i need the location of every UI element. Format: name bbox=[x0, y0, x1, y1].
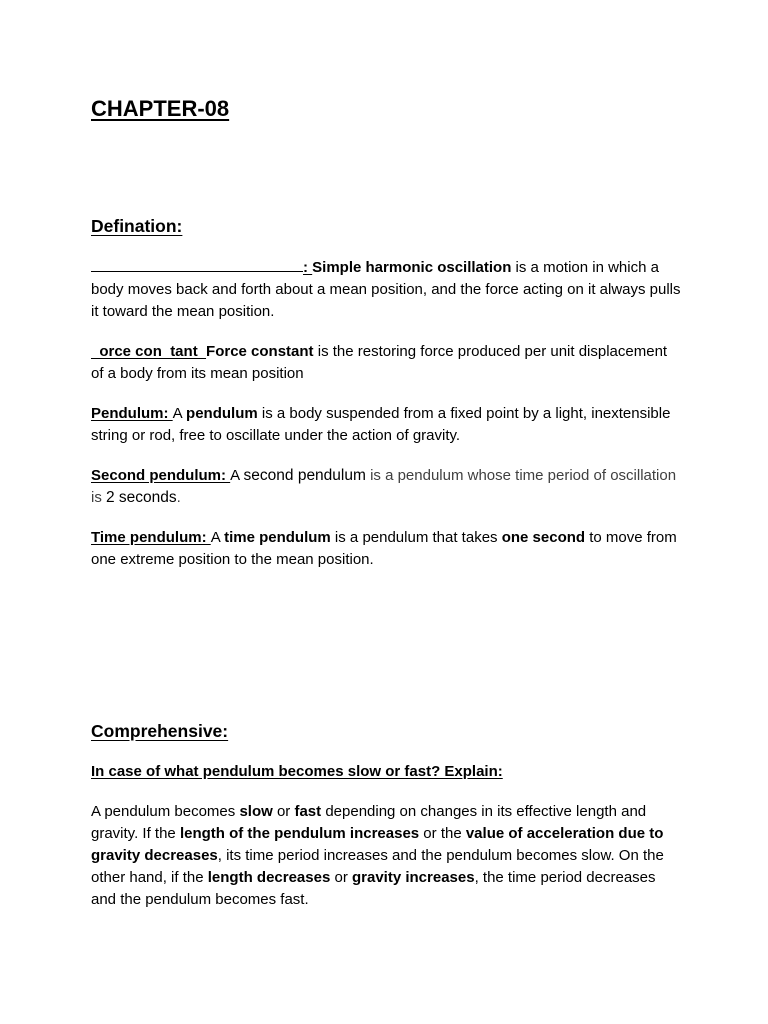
force-constant-term: Force constant bbox=[206, 343, 314, 360]
time-pendulum-emph: one second bbox=[501, 529, 586, 546]
second-pendulum-value: 2 seconds bbox=[106, 489, 177, 506]
second-pendulum-end: . bbox=[176, 489, 181, 506]
comprehensive-question: In case of what pendulum becomes slow or fast? Explain: bbox=[91, 763, 503, 780]
second-pendulum-term: second pendulum bbox=[243, 467, 366, 484]
blank-line bbox=[91, 256, 303, 272]
time-pendulum-label: Time pendulum: bbox=[91, 529, 211, 546]
pendulum-text: is a body suspended from a fixed point by a light, inextensible string or rod, free to oscillate under the action of gravity. bbox=[91, 405, 671, 444]
shm-label: : bbox=[91, 259, 312, 276]
shm-text: is a motion in which a body moves back and forth about a mean position, and the force acting on it always pulls it toward the mean position. bbox=[91, 259, 681, 320]
time-pendulum-article: A bbox=[210, 529, 225, 546]
definition-time-pendulum bbox=[91, 527, 681, 571]
pendulum-article: A bbox=[172, 405, 187, 422]
comprehensive-heading: Comprehensive: bbox=[91, 721, 229, 741]
second-pendulum-text: is a pendulum whose time period of oscillation is bbox=[91, 467, 677, 506]
force-constant-label: orce con tant bbox=[91, 343, 207, 360]
time-pendulum-term: time pendulum bbox=[224, 529, 331, 546]
document-content bbox=[91, 95, 681, 911]
time-pendulum-text: is a pendulum that takes bbox=[330, 529, 502, 546]
pendulum-label: Pendulum: bbox=[91, 405, 173, 422]
shm-term: Simple harmonic oscillation bbox=[312, 259, 512, 276]
definition-pendulum bbox=[91, 403, 681, 447]
definition-force-constant bbox=[91, 341, 681, 385]
pendulum-term: pendulum bbox=[186, 405, 258, 422]
chapter-title: CHAPTER-08 bbox=[91, 96, 230, 121]
definition-shm bbox=[91, 256, 681, 323]
definitions-heading: Defination: bbox=[91, 216, 183, 236]
time-pendulum-end: to move from one extreme position to the mean position. bbox=[91, 529, 677, 568]
force-constant-text: is the restoring force produced per unit displacement of a body from its mean position bbox=[91, 343, 668, 382]
comprehensive-answer: A pendulum becomes slow or fast depending on changes in its effective length and gravity. If the length of the pendulum increases or the value of acceleration due to gravity decreases, its time period increases and the pendulum becomes slow. On the other hand, if the length decreases or gravity increases, the time period decreases and the pendulum becomes fast. bbox=[91, 803, 664, 908]
second-pendulum-label: Second pendulum: bbox=[91, 467, 231, 484]
second-pendulum-article: A bbox=[230, 467, 244, 484]
definition-second-pendulum bbox=[91, 465, 681, 509]
